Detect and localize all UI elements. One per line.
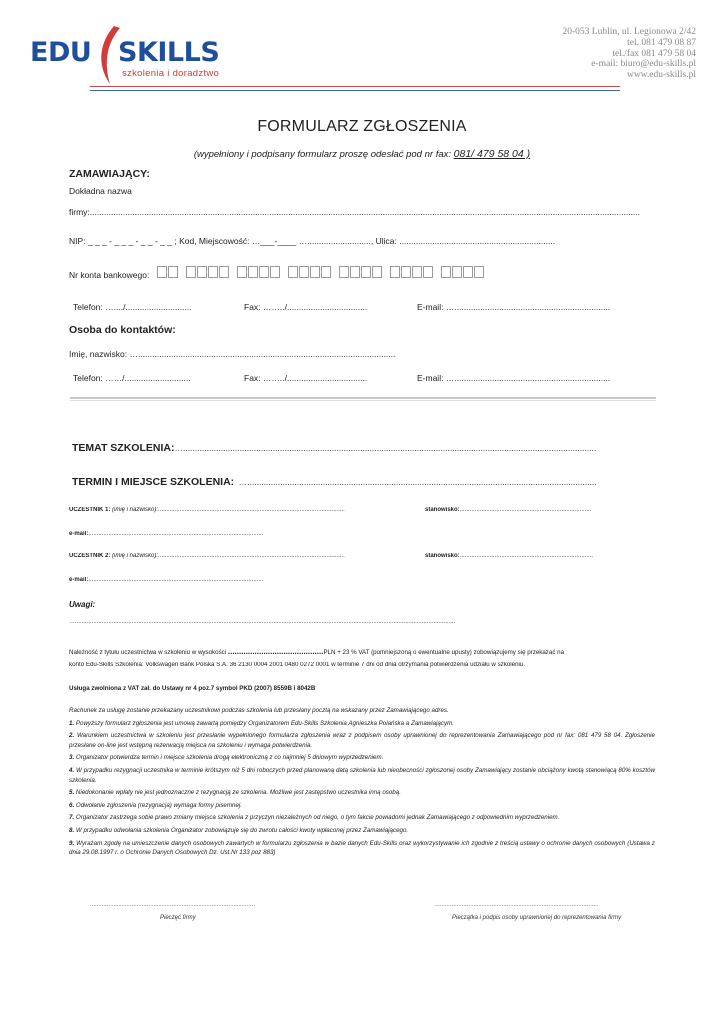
logo-text-edu: EDU (30, 37, 92, 68)
terms-item: 6. Odwołanie zgłoszenia (rezygnacja) wymaga formy pisemnej. (69, 801, 242, 809)
terms-item: 2. Warunkiem uczestnictwa w szkoleniu jest przesłanie wypełnionego formularza zgłoszenia wraz z podpisem osoby uprawnionej do reprezentowania Zamawiającego pod nr fax: 081 479 58 04. Zgłoszenie przesłane on-line jest wstępną rezerwacją miejsca na szkoleniu i wymaga potwierdzenia. (69, 732, 655, 749)
header-divider-red (90, 86, 620, 87)
terms-item: 9. Wyrażam zgodę na umieszczenie danych osobowych zawartych w formularzu zgłoszenia w bazie danych Edu-Skills oraz wykorzystywanie ich zgodnie z treścią ustawy o ochronie danych osobowych (Ustawa z dnia 29.08.1997 r. o Ochronie Danych Osobowych Dz. Ust.Nr 133 poz 883) (69, 839, 655, 857)
training-date-field[interactable]: ….................................................................................................................................................... (238, 477, 597, 487)
authorized-signature-line[interactable]: …............................................................................................... (434, 902, 599, 908)
participant-1-position-field[interactable]: ............................................................................... (459, 507, 592, 513)
participant-2-sub: (imię i nazwisko): (110, 553, 159, 559)
payment-line-1 (69, 648, 659, 656)
logo-text-skills: SKILLS (118, 37, 220, 68)
bank-box-group (288, 265, 332, 283)
header-divider-blue (90, 90, 620, 91)
authorized-signature-caption: Pieczątka i podpis osoby uprawnionej do reprezentowania firmy (452, 915, 622, 921)
bank-box-group (390, 265, 434, 283)
contact-fax: tel./fax 081 479 58 04 (612, 48, 696, 59)
contact-address: 20-053 Lublin, ul. Legionowa 2/42 (562, 27, 696, 37)
participant-1-name-field[interactable]: ................................................................................................................ (158, 507, 345, 513)
orderer-heading: ZAMAWIAJĄCY: (69, 168, 150, 180)
subtitle-text: (wypełniony i podpisany formularz proszę odesłać pod nr fax: (193, 149, 454, 160)
training-topic-field[interactable]: …............................................................................................................................................................................... (174, 443, 597, 453)
bank-box-group (157, 265, 179, 283)
notes-field[interactable]: ….................................................................................................................................................................................................................................... (69, 619, 456, 625)
company-stamp-caption: Pieczęć firmy (160, 915, 196, 921)
terms-item: 7. Organizator zastrzega sobie prawo zmiany miejsca szkolenia z przyczyn niezależnych od niego, o tym fakcie powiadomi jednak Zamawiającego z odpowiednim wyprzedzeniem. (69, 814, 560, 822)
terms-list (69, 706, 655, 861)
form-title: FORMULARZ ZGŁOSZENIA (257, 118, 467, 135)
contact-name-field[interactable]: Imię, nazwisko: …............................................................................................................. (69, 349, 396, 359)
participant-2-label: UCZESTNIK 2: (69, 553, 111, 559)
company-logo (30, 24, 230, 86)
form-subtitle (0, 148, 724, 160)
contact-person-heading: Osoba do kontaktów: (69, 324, 176, 336)
company-name-field[interactable]: firmy:......................................................................................................................................................................................................................................... (69, 207, 641, 217)
participant-2-email-row (69, 577, 309, 583)
bank-box-group (441, 265, 485, 283)
terms-item: 1. Powyższy formularz zgłoszenia jest umową zawartą pomiędzy Organizatorem Edu-Skills Szkolenia Agnieszka Polańska a Zamawiającym. (69, 719, 454, 727)
training-date-row (72, 472, 656, 490)
terms-item: 3. Organizator potwierdza termin i miejsce szkolenia drogą elektroniczną z co najmniej 5 dniowym wyprzedzeniem. (69, 754, 384, 762)
nip-address-field[interactable]: NIP: _ _ _ - _ _ _ - _ _ - _ _ ; Kod, Miejscowość: …___-____ …..........................., Ulica: .................................................................. (69, 236, 556, 246)
bank-account-label: Nr konta bankowego: (69, 270, 150, 280)
terms-item: 5. Niedokonanie wpłaty nie jest jednoznaczne z rezygnacją ze szkolenia. Możliwe jest zastępstwo uczestnika inną osobą. (69, 789, 401, 797)
contact-email: e-mail: biuro@edu-skills.pl (591, 59, 696, 70)
participant-1-row (69, 507, 399, 513)
section-divider (70, 397, 656, 399)
training-topic-label: TEMAT SZKOLENIA: (72, 442, 175, 454)
company-contact-block (436, 27, 696, 81)
bank-box-group (237, 265, 281, 283)
payment-text-b: PLN + 23 % VAT (pomniejszoną o ewentualne upusty) zobowiązujemy się przekazać na (323, 649, 565, 656)
terms-item: 4. W przypadku rezygnacji uczestnika w terminie krótszym niż 5 dni roboczych przed planowaną datą szkolenia lub nieobecności zgłoszonej osoby Zamawiający zostanie obciążony kwotą stanowiącą 80% kosztów szkolenia. (69, 766, 655, 784)
orderer-phone-field[interactable]: Telefon: …..../............................ (73, 302, 192, 312)
orderer-fax-field[interactable]: Fax: ……../.................................. (244, 302, 368, 312)
vat-note: Usługa zwolniona z VAT zał. do Ustawy nr 4 poz.7 symbol PKD (2007) 8559B i 8042B (69, 685, 316, 692)
participant-1-email-row (69, 531, 309, 537)
terms-item: 8. W przypadku odwołania szkolenia Organizator zobowiązuje się do zwrotu całości kwoty wpłaconej przez Zamawiającego. (69, 826, 409, 834)
participant-2-row (69, 553, 399, 559)
participant-1-position-row (425, 507, 635, 513)
training-date-label: TERMIN I MIEJSCE SZKOLENIA: (72, 476, 235, 488)
contact-fax-field[interactable]: Fax: ……../.................................. (244, 373, 368, 383)
contact-website: www.edu-skills.pl (626, 70, 696, 81)
contact-phone-field[interactable]: Telefon: ……/............................ (73, 373, 191, 383)
participant-1-position-label: stanowisko: (425, 507, 460, 513)
participant-1-email-field[interactable]: ......................................................................................................... (88, 531, 264, 537)
participant-2-name-field[interactable]: ................................................................................................................ (158, 553, 345, 559)
participant-2-email-field[interactable]: ......................................................................................................... (88, 577, 264, 583)
payment-line-2: konto Edu-Skills Szkolenia: Volkswagen Bank Polska S.A. 36 2130 0004 2001 0480 0272 0001 w terminie 7 dni od dnia otrzymania potwierdzenia udziału w szkoleniu. (69, 662, 526, 668)
participant-1-email-label: e-mail: (69, 531, 89, 537)
contact-email-field[interactable]: E-mail: ….................................................................. (417, 373, 611, 383)
bank-account-boxes[interactable] (157, 265, 492, 281)
terms-item: Rachunek za usługę zostanie przekazany uczestnikowi podczas szkolenia lub przesłany pocztą na wskazany przez Zamawiającego adres. (69, 707, 449, 714)
contact-phone: tel. 081 479 08 87 (627, 37, 696, 48)
payment-amount-field[interactable]: ........................................... (227, 648, 324, 656)
participant-2-email-label: e-mail: (69, 577, 89, 583)
payment-text-a: Należność z tytułu uczestnictwa w szkoleniu w wysokości (69, 649, 228, 656)
company-name-label: Dokładna nazwa (69, 186, 132, 196)
subtitle-fax-number: 081/ 479 58 04 ) (453, 148, 531, 160)
logo-tagline: szkolenia i doradztwo (122, 68, 220, 79)
participant-1-sub: (imię i nazwisko): (110, 507, 159, 513)
training-topic-row (72, 438, 656, 456)
participant-2-position-label: stanowisko: (425, 553, 460, 559)
company-stamp-line[interactable]: ................................................................................................... (90, 902, 256, 908)
participant-1-label: UCZESTNIK 1: (69, 507, 111, 513)
participant-2-position-field[interactable]: ................................................................................ (459, 553, 594, 559)
bank-box-group (339, 265, 383, 283)
orderer-email-field[interactable]: E-mail: ….................................................................. (417, 302, 611, 312)
notes-label: Uwagi: (69, 600, 96, 609)
participant-2-position-row (425, 553, 639, 559)
bank-box-group (186, 265, 230, 283)
section-divider-shadow (70, 400, 656, 401)
